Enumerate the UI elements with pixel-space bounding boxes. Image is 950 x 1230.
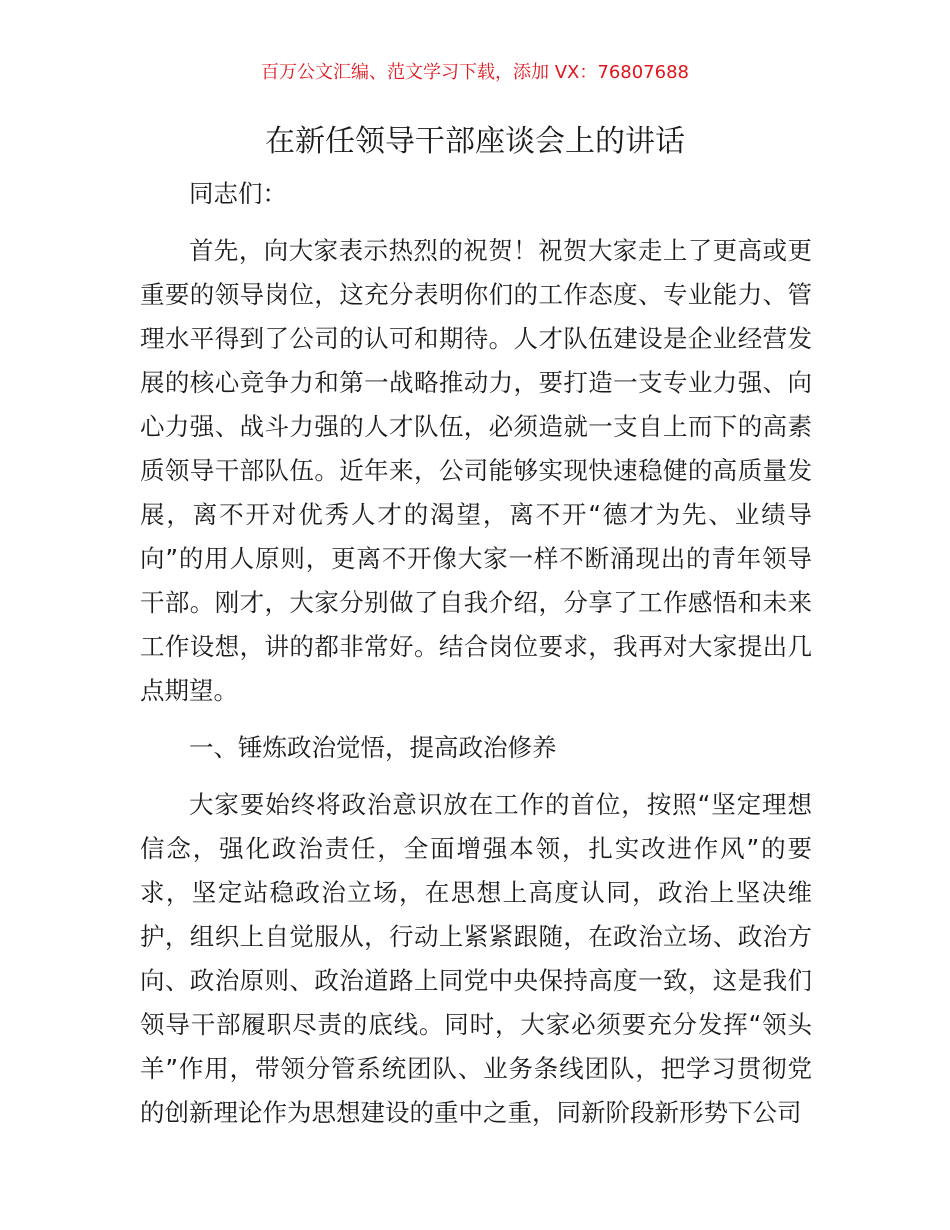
salutation: 同志们： [189,179,287,208]
document-title: 在新任领导干部座谈会上的讲话 [265,124,685,159]
paragraph-intro: 首先，向大家表示热烈的祝贺！祝贺大家走上了更高或更重要的领导岗位，这充分表明你们的工作态度、专业能力、管理水平得到了公司的认可和期待。人才队伍建设是企业经营发展的核心竞争力和第一战略推动力，要打造一支专业力强、向心力强、战斗力强的人才队伍，必须造就一支自上而下的高素质领导干部队伍。近年来，公司能够实现快速稳健的高质量发展，离不开对优秀人才的渴望，离不开“德才为先、业绩导向”的用人原则，更离不开像大家一样不断涌现出的青年领导干部。刚才，大家分别做了自我介绍，分享了工作感悟和未来工作设想，讲的都非常好。结合岗位要求，我再对大家提出几点期望。 [140,236,812,705]
section-heading-1: 一、锤炼政治觉悟，提高政治修养 [189,733,557,762]
header-watermark-note: 百万公文汇编、范文学习下载，添加 VX：76807688 [261,62,689,83]
paragraph-section-1: 大家要始终将政治意识放在工作的首位，按照“坚定理想信念，强化政治责任，全面增强本领，扎实改进作风”的要求，坚定站稳政治立场，在思想上高度认同，政治上坚决维护，组织上自觉服从，行动上紧紧跟随，在政治立场、政治方向、政治原则、政治道路上同党中央保持高度一致，这是我们领导干部履职尽责的底线。同时，大家必须要充分发挥“领头羊”作用，带领分管系统团队、业务条线团队，把学习贯彻党的创新理论作为思想建设的重中之重，同新阶段新形势下公司 [140,790,812,1127]
document-body [140,172,812,1148]
